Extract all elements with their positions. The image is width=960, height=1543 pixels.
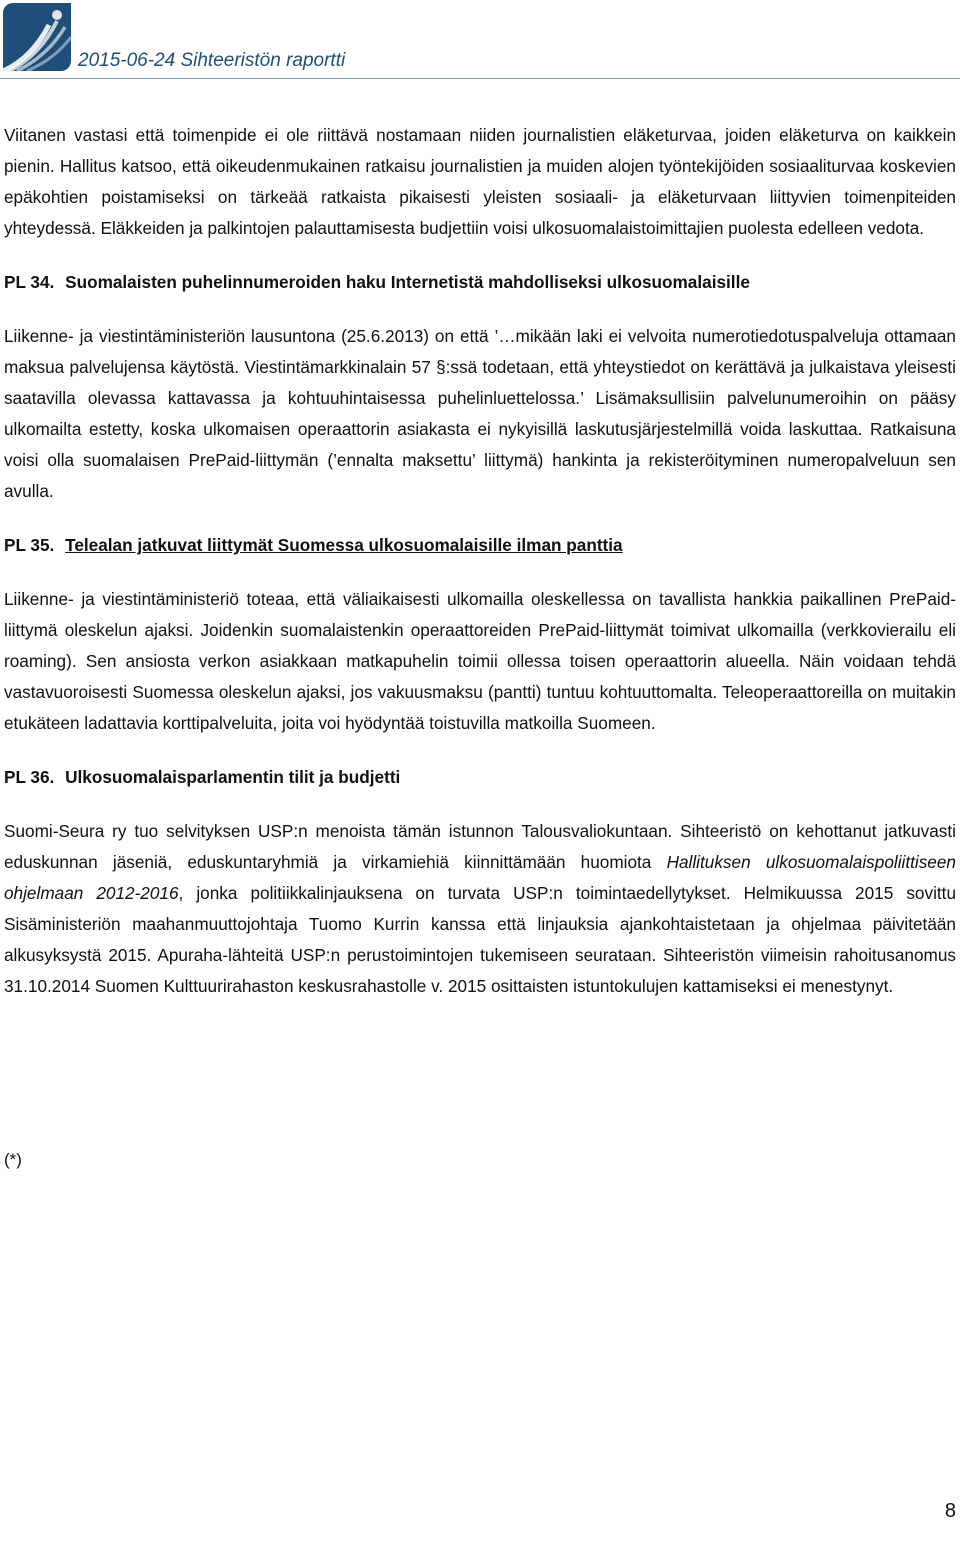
- section-number: PL 34.: [4, 272, 55, 292]
- section-body-pl34: Liikenne- ja viestintäministeriön lausuntona (25.6.2013) on että ’…mikään laki ei velvoita numerotiedotuspalveluja ottamaan maksua palvelujensa käytöstä. Viestintämarkkinalain 57 §:ssä todetaan, että yhteystiedot on kerättävä ja julkaistava yleisesti saatavilla olevassa kattavassa ja kohtuuhintaisessa puhelinluettelossa.’ Lisämaksullisiin palvelunumeroihin on pääsy ulkomailta estetty, koska ulkomaisen operaattorin asiakasta ei nykyisillä laskutusjärjestelmillä voida laskuttaa. Ratkaisuna voisi olla suomalaisen PrePaid-liittymän (’ennalta maksettu’ liittymä) hankinta ja rekisteröityminen numeropalveluun sen avulla.: [4, 326, 956, 501]
- footnote-marker: (*): [4, 1150, 22, 1169]
- section-body-pl36: [4, 816, 956, 1002]
- section-title: Telealan jatkuvat liittymät Suomessa ulkosuomalaisille ilman panttia: [65, 535, 623, 555]
- program-title: Hallituksen ulkosuomalaispoliittiseen ohjelmaan 2012-2016: [4, 852, 956, 903]
- wave-emblem-icon: [3, 3, 71, 71]
- section-body-pl35: Liikenne- ja viestintäministeriö toteaa, että väliaikaisesti ulkomailla oleskellessa on tavallista hankkia paikallinen PrePaid-liittymä oleskelun ajaksi. Joidenkin suomalaistenkin operaattoreiden PrePaid-liittymät toimivat ulkomailla (verkkovierailu eli roaming). Sen ansiosta verkon asiakkaan matkapuhelin toimii ollessa toisen operaattorin alueella. Näin voidaan tehdä vastavuoroisesti Suomessa oleskelun ajaksi, jos vakuusmaksu (pantti) tuntuu kohtuuttomalta. Teleoperaattoreilla on muitakin etukäteen ladattavia korttipalveluita, joita voi hyödyntää toistuvilla matkoilla Suomeen.: [4, 589, 956, 733]
- header-divider: [0, 78, 960, 79]
- section-heading-pl36: [4, 762, 956, 793]
- page-number: 8: [944, 1500, 956, 1522]
- document-body: [4, 120, 956, 1002]
- section-number: PL 36.: [4, 767, 55, 787]
- page-header: [0, 0, 960, 80]
- body-text: Suomi-Seura ry tuo selvityksen USP:n menoista tämän istunnon Talousvaliokuntaan. Sihteeristö on kehottanut jatkuvasti eduskunnan jäseniä, eduskuntaryhmiä ja virkamiehiä kiinnittämään huomiota: [4, 821, 956, 872]
- section-heading-pl35: [4, 530, 956, 561]
- paragraph-intro: Viitanen vastasi että toimenpide ei ole riittävä nostamaan niiden journalistien eläketurvaa, joiden eläketurva on kaikkein pienin. Hallitus katsoo, että oikeudenmukainen ratkaisu journalistien ja muiden alojen työntekijöiden sosiaaliturvaa koskevien epäkohtien poistamiseksi on tärkeää ratkaista pikaisesti yleisten sosiaali- ja eläketurvaan liittyvien toimenpiteiden yhteydessä. Eläkkeiden ja palkintojen palauttamisesta budjettiin voisi ulkosuomalaistoimittajien puolesta edelleen vedota.: [4, 125, 956, 238]
- body-text: , jonka politiikkalinjauksena on turvata USP:n toimintaedellytykset. Helmikuussa 2015 sovittu Sisäministeriön maahanmuuttojohtaja Tuomo Kurrin kanssa että linjauksia ajankohtaistetaan ja ohjelmaa päivitetään alkusyksystä 2015. Apuraha-lähteitä USP:n perustoimintojen tukemiseen seurataan. Sihteeristön viimeisin rahoitusanomus 31.10.2014 Suomen Kulttuurirahaston keskusrahastolle v. 2015 osittaisten istuntokulujen kattamiseksi ei menestynyt.: [4, 883, 957, 996]
- document-header-title: 2015-06-24 Sihteeristön raportti: [78, 50, 346, 71]
- section-heading-pl34: [4, 267, 956, 298]
- section-number: PL 35.: [4, 535, 55, 555]
- section-title: Suomalaisten puhelinnumeroiden haku Internetistä mahdolliseksi ulkosuomalaisille: [65, 272, 750, 292]
- section-title: Ulkosuomalaisparlamentin tilit ja budjetti: [65, 767, 401, 787]
